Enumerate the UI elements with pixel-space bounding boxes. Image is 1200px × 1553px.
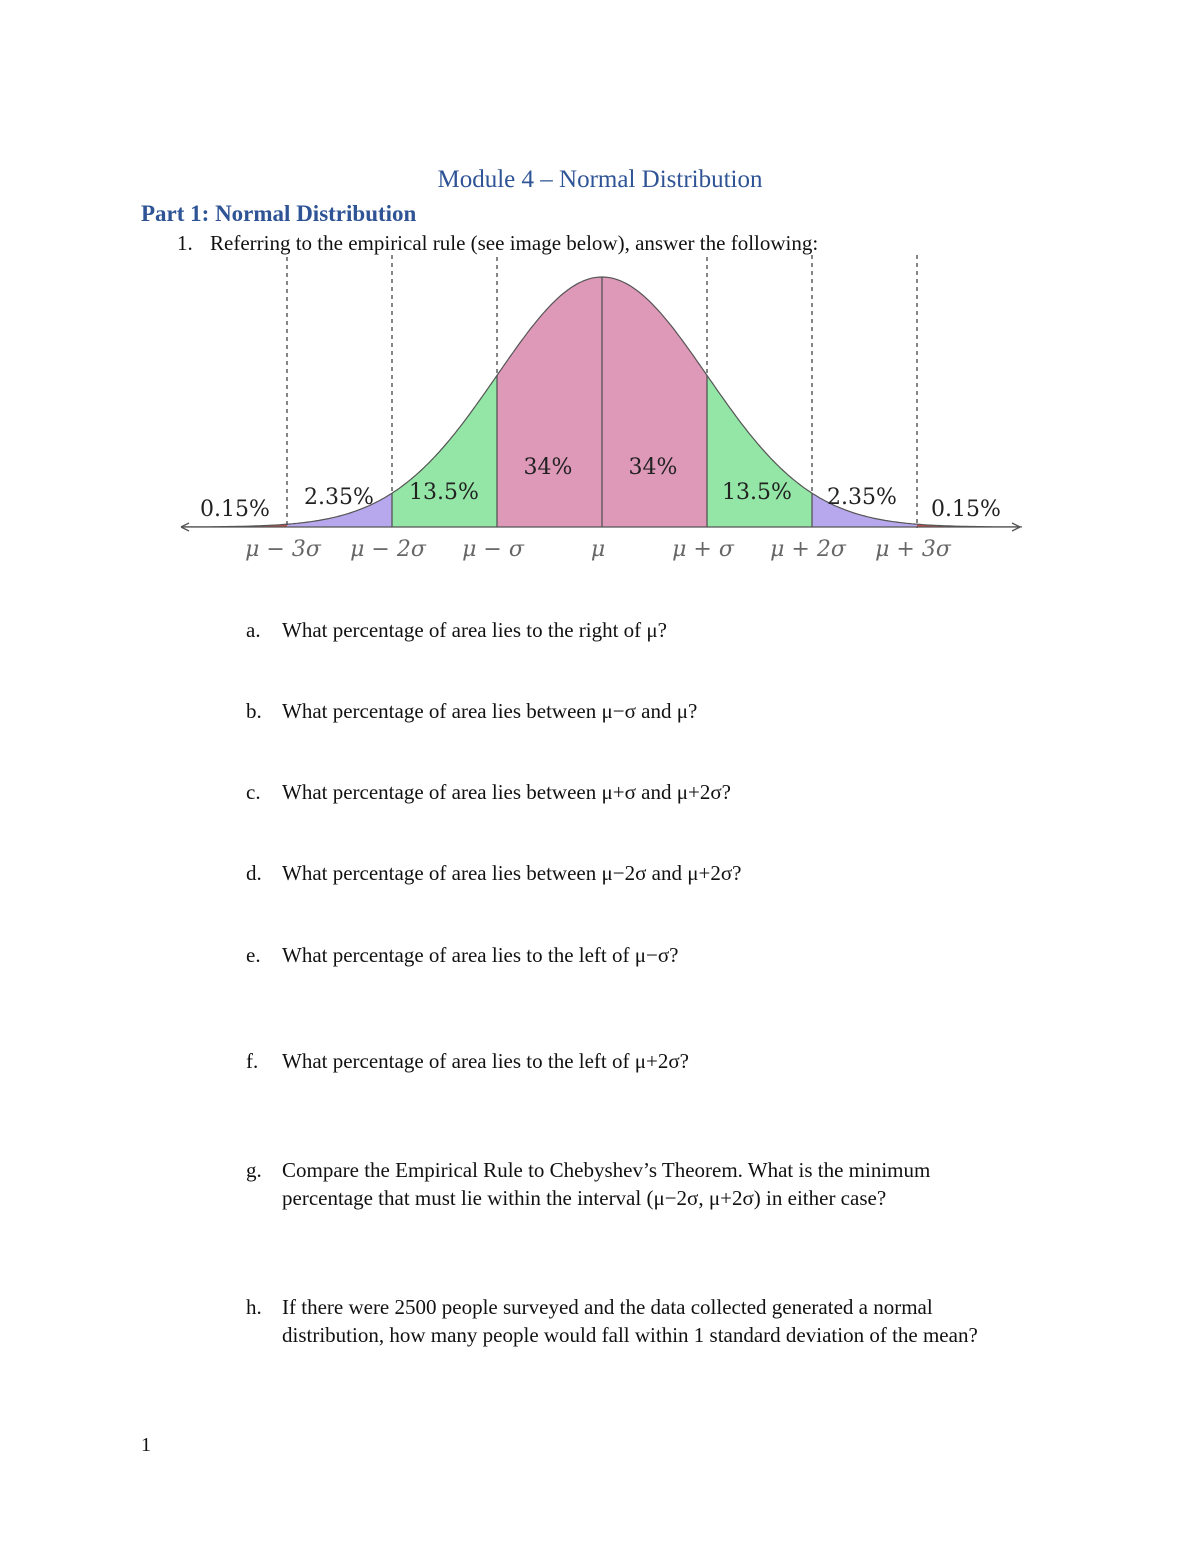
question-item-h: [246, 1293, 1026, 1349]
region-percent-label: 34%: [628, 455, 678, 480]
item-letter: b.: [246, 699, 262, 723]
axis-tick-label: μ − 3σ: [245, 537, 321, 562]
item-text: What percentage of area lies to the left of μ−σ?: [282, 943, 679, 967]
region-percent-label: 34%: [523, 455, 573, 480]
item-letter: f.: [246, 1049, 259, 1073]
empirical-rule-figure: [0, 245, 1200, 575]
item-text: What percentage of area lies between μ−2σ and μ+2σ?: [282, 861, 742, 885]
region-percent-label: 2.35%: [827, 485, 897, 510]
region-percent-label: 0.15%: [931, 497, 1001, 522]
region-percent-label: 0.15%: [200, 497, 270, 522]
item-text: What percentage of area lies to the right of μ?: [282, 618, 667, 642]
region-percent-label: 13.5%: [722, 480, 792, 505]
item-text: What percentage of area lies between μ+σ and μ+2σ?: [282, 780, 731, 804]
item-text: If there were 2500 people surveyed and the data collected generated a normal distribution, how many people would fall within 1 standard deviation of the mean?: [282, 1295, 978, 1347]
question-item-b: [246, 697, 1046, 725]
page-number: 1: [141, 1434, 151, 1456]
document-title: Module 4 – Normal Distribution: [437, 166, 763, 193]
item-letter: a.: [246, 618, 261, 642]
question-item-e: [246, 941, 1046, 969]
part-heading: Part 1: Normal Distribution: [141, 201, 417, 226]
item-letter: h.: [246, 1295, 262, 1319]
question-item-f: [246, 1047, 1046, 1075]
region-percent-label: 13.5%: [409, 480, 479, 505]
axis-tick-label: μ − 2σ: [350, 537, 426, 562]
question-item-a: [246, 616, 1046, 644]
question-item-d: [246, 859, 1046, 887]
region-area: [497, 277, 602, 527]
question-item-g: [246, 1156, 1026, 1212]
item-letter: d.: [246, 861, 262, 885]
region-area: [602, 277, 707, 527]
axis-tick-label: μ + 3σ: [875, 537, 951, 562]
item-letter: c.: [246, 780, 261, 804]
item-text: What percentage of area lies to the left of μ+2σ?: [282, 1049, 689, 1073]
item-letter: g.: [246, 1158, 262, 1182]
axis-tick-label: μ + 2σ: [770, 537, 846, 562]
region-percent-label: 2.35%: [304, 485, 374, 510]
axis-tick-label: μ: [590, 537, 606, 562]
question-number: 1.: [177, 231, 193, 255]
axis-tick-label: μ − σ: [462, 537, 524, 562]
item-letter: e.: [246, 943, 261, 967]
item-text: What percentage of area lies between μ−σ and μ?: [282, 699, 698, 723]
axis-tick-label: μ + σ: [672, 537, 734, 562]
question-item-c: [246, 778, 1046, 806]
question-text: Referring to the empirical rule (see image below), answer the following:: [210, 231, 819, 255]
item-text: Compare the Empirical Rule to Chebyshev’s Theorem. What is the minimum percentage that must lie within the interval (μ−2σ, μ+2σ) in either case?: [282, 1158, 931, 1210]
